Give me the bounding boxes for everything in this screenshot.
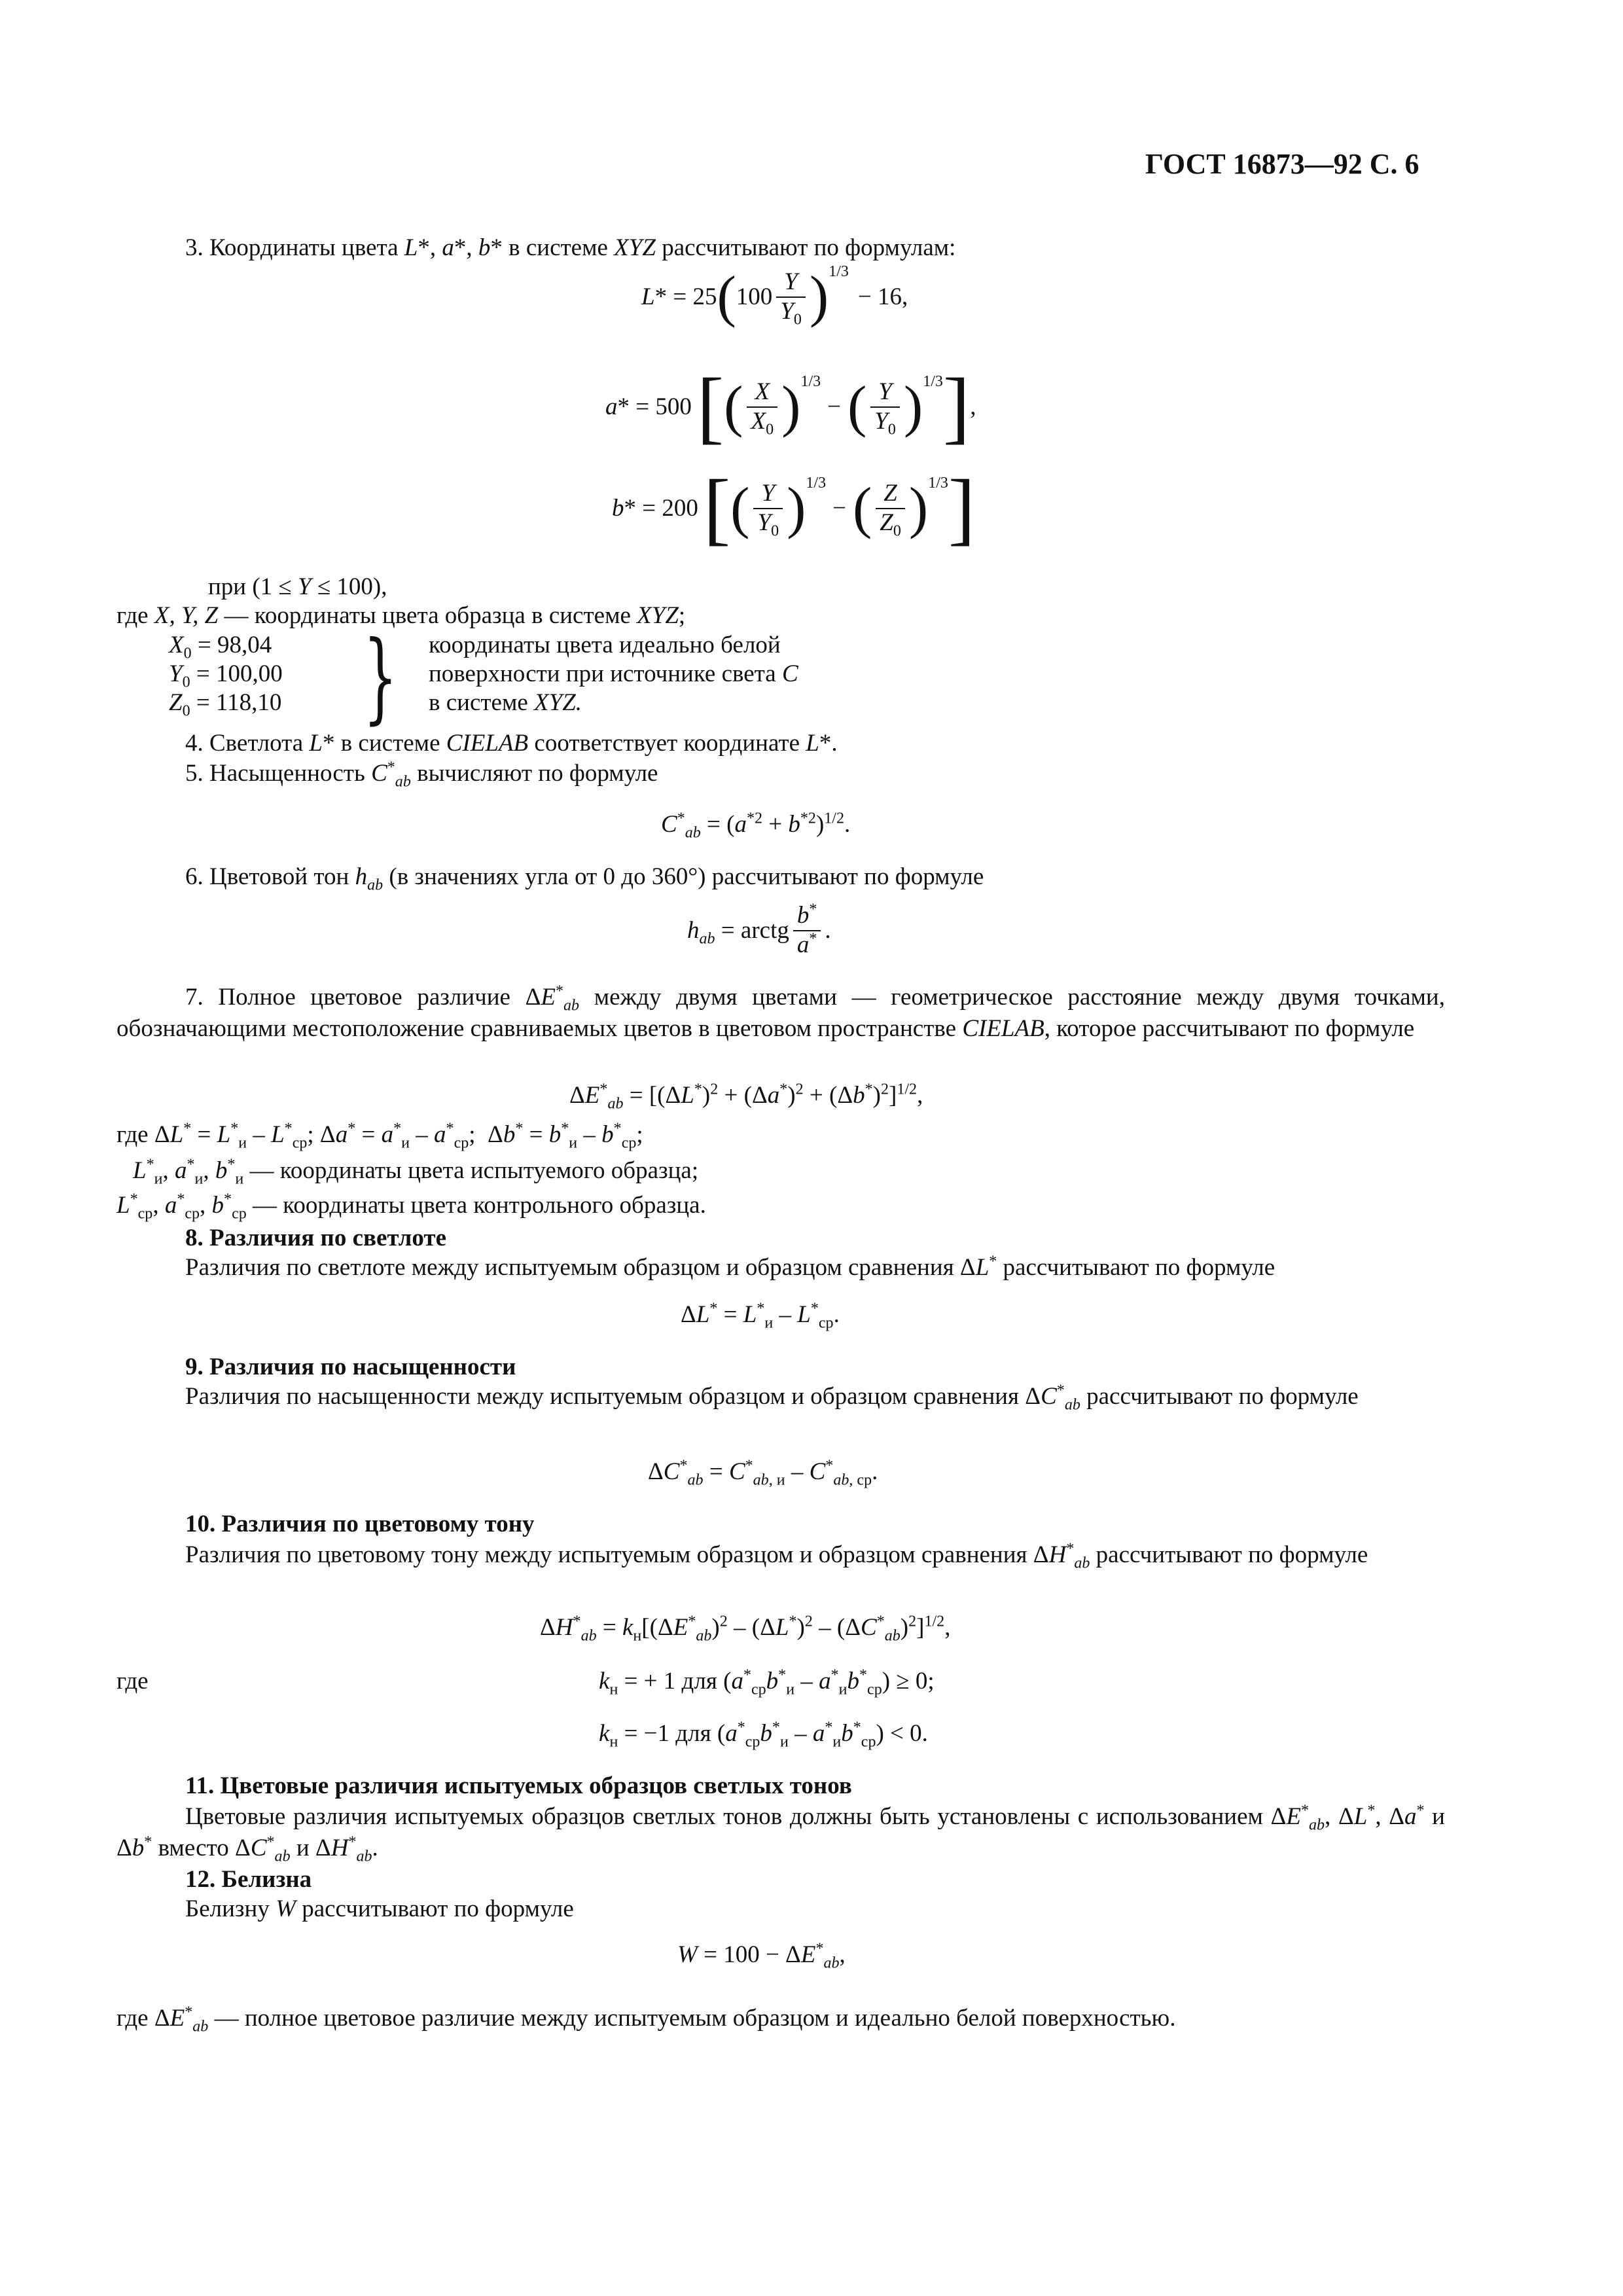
item7-test: $L^*_и$, $a^*_и$, $b^*_и$ — координаты цвета испытуемого образца;	[133, 1156, 699, 1188]
item7-control: $L^*_{ср}$, $a^*_{ср}$, $b^*_{ср}$ — координаты цвета контрольного образца.	[116, 1191, 706, 1223]
item10-where: где	[116, 1668, 149, 1695]
brace-symbol: }	[363, 620, 398, 734]
item7-text: 7. Полное цветовое различие $\Delta E^*_{ab}$ между двумя цветами — геометрическое расстояние между двумя точками, обозначающими местоположение сравниваемых цветов в цветовом пространстве CIELAB, которое рассчитывают по формуле	[116, 982, 1445, 1043]
ref-line-1: координаты цвета идеально белой	[429, 632, 781, 658]
item5-lead: 5. Насыщенность $C^*_{ab}$ вычисляют по формуле	[185, 759, 658, 791]
item11-title: 11. Цветовые различия испытуемых образцов светлых тонов	[185, 1772, 852, 1799]
item8-title: 8. Различия по светлоте	[185, 1225, 447, 1251]
ref-line-2: поверхности при источнике света C	[429, 660, 798, 687]
formula-dL: $\Delta L^* = L^*_и - L^*_{ср}$.	[681, 1300, 840, 1332]
formula-dE: $\Delta E^*_{ab} = [(\Delta L^*)^2 + (\Delta a^*)^2 + (\Delta b^*)^2]^{1/2}$,	[569, 1081, 923, 1113]
formula-k-negative: $k_н = -1$ для $(a^*_{ср}b^*_и - a^*_иb^*_{ср}) < 0$.	[599, 1719, 928, 1751]
formula-dC: $\Delta C^*_{ab} = C^*_{ab, и} - C^*_{ab, ср}$.	[648, 1457, 878, 1489]
formula-a: a* = 500 [ ( $\frac{X}{X_0}$ ) 1/3 − ( $\frac{Y}{Y_0}$ ) 1/3 ] ,	[605, 362, 976, 452]
ref-line-3: в системе XYZ.	[429, 689, 582, 716]
item9-text: Различия по насыщенности между испытуемым образцом и образцом сравнения $\Delta C^*_{ab}$ рассчитывают по формуле	[185, 1382, 1359, 1414]
item12-title: 12. Белизна	[185, 1866, 312, 1893]
item6-lead: 6. Цветовой тон $h_{ab}$ (в значениях угла от 0 до 360°) рассчитывают по формуле	[185, 863, 984, 894]
item8-text: Различия по светлоте между испытуемым образцом и образцом сравнения ΔL* рассчитывают по формуле	[185, 1253, 1275, 1281]
formula-b: b* = 200 [ ( $\frac{Y}{Y_0}$ ) 1/3 − ( $\frac{Z}{Z_0}$ ) 1/3 ]	[612, 463, 976, 553]
item12-text: Белизну W рассчитывают по формуле	[185, 1895, 574, 1922]
page-header: ГОСТ 16873—92 С. 6	[1145, 148, 1419, 180]
formula-h: $h_{ab}$ = arctg $\frac{b^*}{a^*}$ .	[687, 901, 831, 958]
item3-lead: 3. Координаты цвета L*, a*, b* в системе XYZ рассчитывают по формулам:	[185, 234, 956, 261]
z0-value: $Z_0 = 118,10$	[169, 689, 282, 720]
formula-k-positive: $k_н$ = + 1 для $(a^*_{ср}b^*_и - a^*_иb^*_{ср}) \ge 0$;	[599, 1666, 935, 1698]
item9-title: 9. Различия по насыщенности	[185, 1354, 516, 1380]
formula-W: $W = 100 - \Delta E^*_{ab}$,	[677, 1940, 846, 1972]
item4: 4. Светлота L* в системе CIELAB соответствует координате L*.	[185, 730, 838, 757]
item10-text: Различия по цветовому тону между испытуемым образцом и образцом сравнения $\Delta H^*_{ab}$ рассчитывают по формуле	[185, 1540, 1368, 1572]
formula-dH: $\Delta H^*_{ab} = k_н[(\Delta E^*_{ab})^2 - (\Delta L^*)^2 - (\Delta C^*_{ab})^2]^{1/2}$,	[540, 1613, 951, 1645]
item3-condition: при (1 ≤ Y ≤ 100),	[208, 573, 387, 600]
formula-L: L* = 25 ( 100 $\frac{Y}{Y_0}$ ) 1/3 − 16,	[641, 263, 908, 329]
item3-where: где X, Y, Z — координаты цвета образца в системе XYZ;	[116, 602, 686, 629]
x0-value: $X_0 = 98,04$	[169, 632, 272, 662]
item11-text: Цветовые различия испытуемых образцов светлых тонов должны быть установлены с использованием $\Delta E^*_{ab}$, ΔL*, Δa* и Δb* вместо $\Delta C^*_{ab}$ и $\Delta H^*_{ab}$.	[116, 1802, 1445, 1865]
y0-value: $Y_0 = 100,00$	[169, 660, 283, 691]
item12-where: где $\Delta E^*_{ab}$ — полное цветовое различие между испытуемым образцом и идеально белой поверхностью.	[116, 2003, 1176, 2036]
item10-title: 10. Различия по цветовому тону	[185, 1511, 535, 1537]
item7-where: где $\Delta L^* = L^*_и - L^*_{ср}$; $\Delta a^* = a^*_и - a^*_{ср}$; $\Delta b^* = b^*_и - b^*_{ср}$;	[116, 1120, 643, 1152]
formula-C: $C^*_{ab} = (a^{*2} + b^{*2})^{1/2}$.	[661, 810, 851, 842]
